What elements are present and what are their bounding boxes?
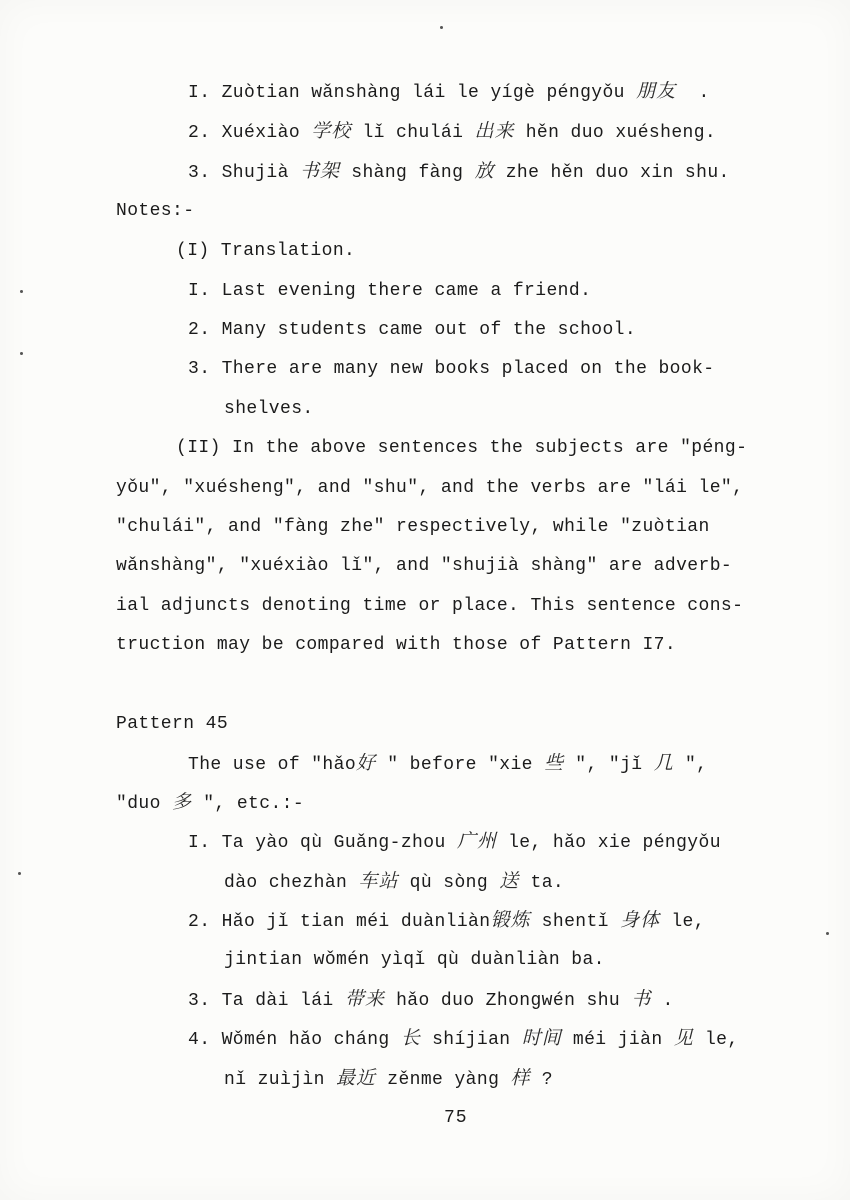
sentence-number: 2. xyxy=(188,912,211,932)
pinyin-text: shíjian xyxy=(432,1030,511,1050)
paragraph-line: "chulái", and "fàng zhe" respectively, while "zuòtian xyxy=(116,517,710,537)
notes-heading: Notes:- xyxy=(116,201,195,221)
translation-text: There are many new books placed on the book- xyxy=(221,359,715,379)
example-3 xyxy=(188,988,674,1012)
speck xyxy=(20,290,23,293)
punctuation: ? xyxy=(541,1070,553,1090)
hanzi: 车站 xyxy=(358,870,399,892)
example-2-continued: jintian wǒmén yìqǐ qù duànliàn ba. xyxy=(224,950,605,970)
sentence-number: 3. xyxy=(188,991,211,1011)
example-4 xyxy=(188,1027,739,1051)
speck xyxy=(20,352,23,355)
hanzi: 多 xyxy=(172,791,193,813)
hanzi: 广州 xyxy=(456,830,497,852)
pinyin-text: dào chezhàn xyxy=(224,873,348,893)
paragraph-line: wǎnshàng", "xuéxiào lǐ", and "shujià shàng" are adverb- xyxy=(116,556,733,576)
hanzi: 学校 xyxy=(311,120,352,142)
pattern-intro-line-2 xyxy=(116,791,304,815)
pinyin-text: zěnme yàng xyxy=(387,1070,500,1090)
example-1-continued xyxy=(224,870,564,894)
sentence-1 xyxy=(188,80,710,104)
pattern-heading: Pattern 45 xyxy=(116,714,229,734)
pinyin-text: nǐ zuìjìn xyxy=(224,1070,325,1090)
hanzi: 出来 xyxy=(474,120,515,142)
intro-text: ", xyxy=(684,755,708,775)
hanzi: 最近 xyxy=(336,1067,377,1089)
translation-3-continued: shelves. xyxy=(224,399,314,419)
hanzi: 样 xyxy=(510,1067,531,1089)
hanzi: 锻炼 xyxy=(490,909,531,931)
pinyin-text: zhe hěn duo xin shu. xyxy=(505,163,730,183)
hanzi: 长 xyxy=(400,1027,421,1049)
sentence-2 xyxy=(188,120,716,144)
pinyin-text: hǎo duo Zhongwén shu xyxy=(396,991,621,1011)
pinyin-text: shàng fàng xyxy=(351,163,464,183)
intro-text: The use of "hǎo xyxy=(188,755,357,775)
hanzi: 放 xyxy=(474,160,495,182)
paragraph-line: yǒu", "xuésheng", and "shu", and the verbs are "lái le", xyxy=(116,478,744,498)
translation-text: Many students came out of the school. xyxy=(221,320,637,340)
pinyin-text: Ta dài lái xyxy=(221,991,334,1011)
sentence-number: I. xyxy=(188,833,211,853)
pinyin-text: qù sòng xyxy=(409,873,489,893)
pinyin-text: le, xyxy=(671,912,705,932)
pinyin-text: Wǒmén hǎo cháng xyxy=(221,1030,390,1050)
paragraph-line: truction may be compared with those of Pattern I7. xyxy=(116,635,677,655)
paragraph-line: ial adjuncts denoting time or place. This sentence cons- xyxy=(116,596,744,616)
pinyin-text: Zuòtian wǎnshàng lái le yígè péngyǒu xyxy=(221,83,625,103)
example-4-continued xyxy=(224,1067,553,1091)
sentence-number: I. xyxy=(188,281,211,301)
punctuation: . xyxy=(698,83,710,103)
hanzi: 见 xyxy=(673,1027,694,1049)
hanzi: 些 xyxy=(544,752,565,774)
sentence-number: 3. xyxy=(188,163,211,183)
hanzi: 书 xyxy=(631,988,652,1010)
pinyin-text: Ta yào qù Guǎng-zhou xyxy=(221,833,446,853)
example-2 xyxy=(188,909,705,933)
intro-text: "duo xyxy=(116,794,161,814)
example-1 xyxy=(188,830,721,854)
pinyin-text: Hǎo jǐ tian méi duànliàn xyxy=(221,912,491,932)
intro-text: " before "xie xyxy=(387,755,533,775)
sentence-3 xyxy=(188,160,730,184)
intro-text: ", "jǐ xyxy=(575,755,643,775)
sentence-number: 3. xyxy=(188,359,211,379)
speck xyxy=(826,932,829,935)
sentence-number: 2. xyxy=(188,320,211,340)
page-number: 75 xyxy=(444,1108,468,1128)
punctuation: . xyxy=(662,991,674,1011)
pinyin-text: lǐ chulái xyxy=(362,123,464,143)
translation-text: Last evening there came a friend. xyxy=(221,281,592,301)
translation-1 xyxy=(188,280,591,302)
sentence-number: 4. xyxy=(188,1030,211,1050)
pinyin-text: Xuéxiào xyxy=(221,123,301,143)
pattern-intro-line-1 xyxy=(188,752,707,776)
paragraph-line: (II) In the above sentences the subjects are "péng- xyxy=(176,438,748,458)
translation-3 xyxy=(188,358,715,380)
pinyin-text: hěn duo xuésheng. xyxy=(525,123,717,143)
hanzi: 带来 xyxy=(344,988,385,1010)
pinyin-text: shentǐ xyxy=(541,912,609,932)
pinyin-text: ta. xyxy=(530,873,565,893)
sentence-number: 2. xyxy=(188,123,211,143)
hanzi: 时间 xyxy=(521,1027,562,1049)
hanzi: 身体 xyxy=(620,909,661,931)
pinyin-text: méi jiàn xyxy=(572,1030,663,1050)
translation-heading: (I) Translation. xyxy=(176,241,356,261)
hanzi: 朋友 xyxy=(636,80,677,102)
sentence-number: I. xyxy=(188,83,211,103)
pinyin-text: le, xyxy=(704,1030,739,1050)
intro-text: ", etc.:- xyxy=(203,794,305,814)
translation-2 xyxy=(188,319,636,341)
speck xyxy=(18,872,21,875)
pinyin-text: le, hǎo xie péngyǒu xyxy=(508,833,721,853)
pinyin-text: Shujià xyxy=(221,163,289,183)
hanzi: 几 xyxy=(653,752,674,774)
hanzi: 送 xyxy=(499,870,520,892)
hanzi: 好 xyxy=(356,752,377,774)
speck xyxy=(440,26,443,29)
hanzi: 书架 xyxy=(300,160,341,182)
